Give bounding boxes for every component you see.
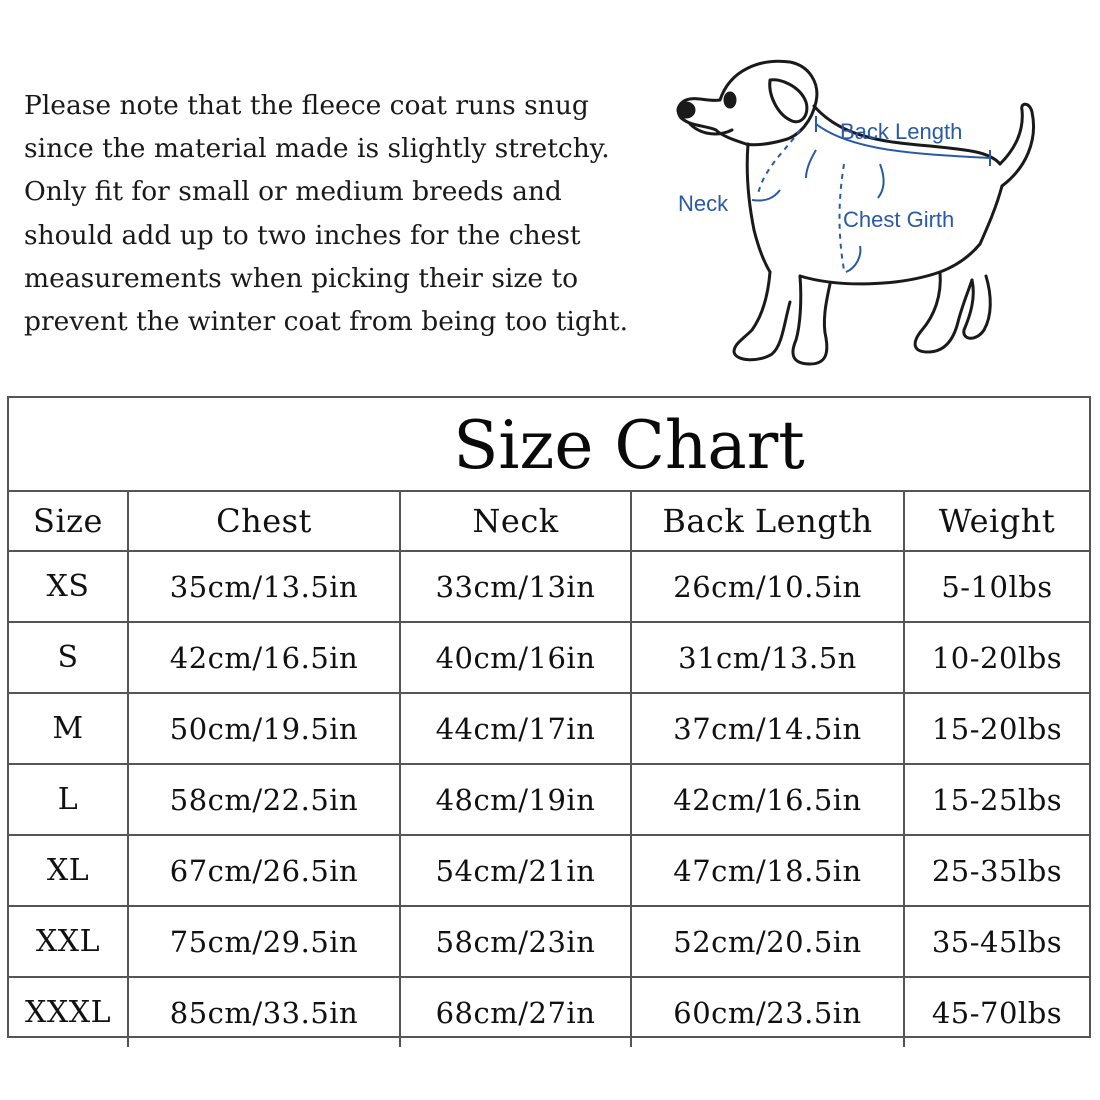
chest-cell: 35cm/13.5in <box>128 551 400 622</box>
dog-tail <box>1000 104 1034 186</box>
column-header-size: Size <box>9 492 128 551</box>
chest-cell: 67cm/26.5in <box>128 835 400 906</box>
dog-ear <box>770 80 807 122</box>
fit-note-line: since the material made is slightly stretchy. <box>24 133 610 165</box>
fit-note-line: measurements when picking their size to <box>24 262 579 294</box>
weight-cell: 15-20lbs <box>904 693 1089 764</box>
dog-hind-leg <box>964 276 990 338</box>
size-cell: XXL <box>9 906 128 977</box>
neck-label: Neck <box>678 191 729 216</box>
neck-cell: 44cm/17in <box>400 693 631 764</box>
weight-cell: 25-35lbs <box>904 835 1089 906</box>
back-length-cell: 42cm/16.5in <box>631 764 904 835</box>
fit-note-line: should add up to two inches for the chest <box>24 219 581 251</box>
dog-rear <box>980 186 1002 244</box>
table-row <box>9 906 1089 977</box>
column-header-weight: Weight <box>904 492 1089 551</box>
column-header-chest: Chest <box>128 492 400 551</box>
chest-cell: 42cm/16.5in <box>128 622 400 693</box>
neck-cell: 54cm/21in <box>400 835 631 906</box>
back-length-cell: 31cm/13.5n <box>631 622 904 693</box>
dog-measurement-diagram <box>650 40 1050 380</box>
weight-cell: 35-45lbs <box>904 906 1089 977</box>
weight-cell: 45-70lbs <box>904 977 1089 1047</box>
neck-cell: 68cm/27in <box>400 977 631 1047</box>
size-cell: S <box>9 622 128 693</box>
chest-girth-arrow <box>846 246 860 272</box>
table-row <box>9 977 1089 1047</box>
table-row <box>9 622 1089 693</box>
table-row <box>9 693 1089 764</box>
chest-cell: 50cm/19.5in <box>128 693 400 764</box>
back-length-cell: 26cm/10.5in <box>631 551 904 622</box>
table-row <box>9 764 1089 835</box>
size-chart-title: Size Chart <box>9 398 1089 492</box>
neck-cell: 33cm/13in <box>400 551 631 622</box>
neck-cell: 40cm/16in <box>400 622 631 693</box>
column-header-neck: Neck <box>400 492 631 551</box>
size-table <box>9 492 1089 1047</box>
dog-head-outline <box>678 61 817 145</box>
table-row <box>9 835 1089 906</box>
fit-note-line: prevent the winter coat from being too tight. <box>24 306 629 338</box>
chest-girth-arrow <box>878 164 884 198</box>
table-row <box>9 551 1089 622</box>
size-cell: M <box>9 693 128 764</box>
chest-girth-label: Chest Girth <box>843 207 955 232</box>
weight-cell: 15-25lbs <box>904 764 1089 835</box>
fit-note-line: Please note that the fleece coat runs snug <box>24 90 589 121</box>
dog-front-leg <box>793 276 830 364</box>
dog-front-leg <box>734 272 790 360</box>
column-header-back-length: Back Length <box>631 492 904 551</box>
size-cell: L <box>9 764 128 835</box>
weight-cell: 10-20lbs <box>904 622 1089 693</box>
size-cell: XS <box>9 551 128 622</box>
neck-arrow <box>752 190 780 201</box>
size-cell: XXXL <box>9 977 128 1047</box>
chest-cell: 58cm/22.5in <box>128 764 400 835</box>
back-length-label: Back Length <box>840 119 963 144</box>
size-cell: XL <box>9 835 128 906</box>
neck-cell: 58cm/23in <box>400 906 631 977</box>
dog-nose <box>678 103 694 117</box>
shoulder-arrow <box>806 150 816 178</box>
fit-note <box>24 84 684 343</box>
weight-cell: 5-10lbs <box>904 551 1089 622</box>
size-chart-table <box>7 396 1091 1038</box>
dog-eye <box>725 93 735 107</box>
chest-cell: 75cm/29.5in <box>128 906 400 977</box>
table-header-row <box>9 492 1089 551</box>
neck-measure-line <box>758 130 800 194</box>
dog-belly <box>800 244 980 284</box>
back-length-cell: 60cm/23.5in <box>631 977 904 1047</box>
dog-hind-leg <box>915 272 972 352</box>
fit-note-line: Only fit for small or medium breeds and <box>24 176 562 208</box>
back-length-cell: 37cm/14.5in <box>631 693 904 764</box>
neck-cell: 48cm/19in <box>400 764 631 835</box>
dog-chest <box>747 144 770 272</box>
back-length-cell: 47cm/18.5in <box>631 835 904 906</box>
chest-cell: 85cm/33.5in <box>128 977 400 1047</box>
back-length-cell: 52cm/20.5in <box>631 906 904 977</box>
